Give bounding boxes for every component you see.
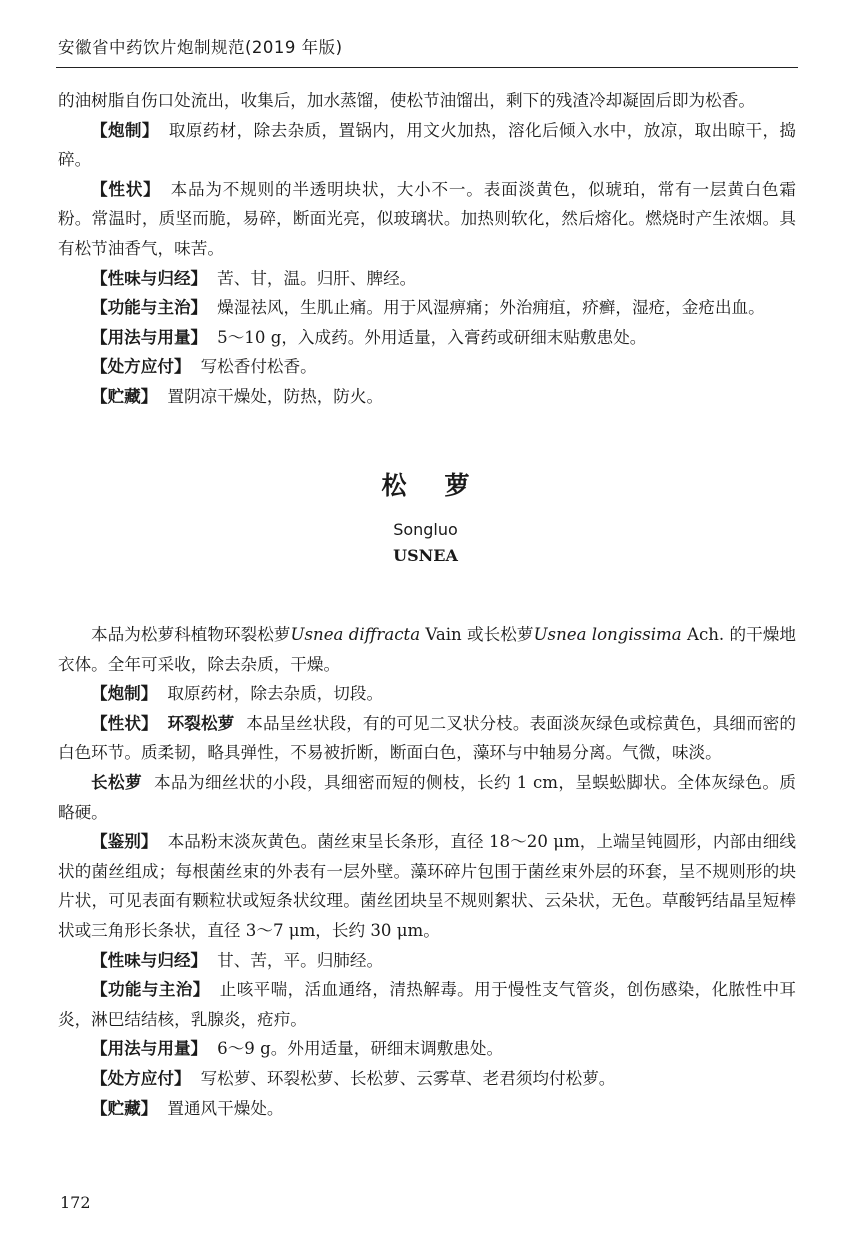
section-label: 【炮制】 xyxy=(91,684,158,704)
section-processing xyxy=(58,679,796,709)
prev-section-nature xyxy=(58,264,796,294)
intro-text: Ach. 的干燥地衣体。全年可采收，除去杂质，干燥。 xyxy=(58,625,796,674)
subsection-label: 环裂松萝 xyxy=(167,713,235,733)
section-text: 6～9 g。外用适量，研细末调敷患处。 xyxy=(217,1039,504,1059)
previous-entry-continuation xyxy=(58,86,796,412)
section-label: 【鉴别】 xyxy=(91,832,158,852)
section-label: 【功能与主治】 xyxy=(91,980,210,1000)
page-number: 172 xyxy=(60,1193,91,1212)
section-text: 本品为不规则的半透明块状，大小不一。表面淡黄色，似琥珀，常有一层黄白色霜粉。常温时，质坚而脆，易碎，断面光亮，似玻璃状。加热则软化，然后熔化。燃烧时产生浓烟。具有松节油香气，味苦。 xyxy=(58,179,797,258)
section-prescription xyxy=(58,1064,796,1094)
section-storage xyxy=(58,1094,796,1124)
section-label: 【性味与归经】 xyxy=(91,268,208,288)
section-text: 本品为细丝状的小段，具细密而短的侧枝，长约 1 cm，呈蜈蚣脚状。全体灰绿色。质略硬。 xyxy=(58,772,797,822)
entry-body xyxy=(58,620,796,1123)
section-label: 【贮藏】 xyxy=(91,386,158,406)
section-characters-2 xyxy=(58,768,796,827)
header-rule xyxy=(56,67,798,68)
prev-section-storage xyxy=(58,382,796,412)
section-text: 5～10 g，入成药。外用适量，入膏药或研细末贴敷患处。 xyxy=(217,327,647,347)
entry-title: 松萝 xyxy=(381,471,508,500)
intro-text: Vain 或长松萝 xyxy=(420,625,534,644)
section-text: 取原药材，除去杂质，置锅内，用文火加热，溶化后倾入水中，放凉，取出晾干，捣碎。 xyxy=(58,120,797,170)
prev-section-function xyxy=(58,293,796,323)
entry-latin-name: USNEA xyxy=(393,546,458,565)
entry-pinyin: Songluo xyxy=(393,520,458,539)
prev-section-prescription xyxy=(58,352,796,382)
species-name: Usnea longissima xyxy=(533,625,682,644)
prev-section-characters xyxy=(58,175,796,264)
section-usage xyxy=(58,1034,796,1064)
section-text: 燥湿祛风，生肌止痛。用于风湿痹痛；外治痈疽，疥癣，湿疮，金疮出血。 xyxy=(217,298,765,318)
section-function xyxy=(58,975,796,1034)
section-text: 止咳平喘，活血通络，清热解毒。用于慢性支气管炎，创伤感染，化脓性中耳炎，淋巴结结核，乳腺炎，疮疖。 xyxy=(58,980,797,1029)
section-label: 【炮制】 xyxy=(91,120,159,140)
entry-intro xyxy=(58,620,796,679)
section-text: 取原药材，除去杂质，切段。 xyxy=(167,684,384,704)
section-label: 【处方应付】 xyxy=(91,1068,191,1088)
section-label: 【用法与用量】 xyxy=(91,327,208,347)
intro-continued: 的油树脂自伤口处流出，收集后，加水蒸馏，使松节油馏出，剩下的残渣冷却凝固后即为松香。 xyxy=(58,91,755,110)
section-label: 【性状】 xyxy=(91,179,161,199)
species-name: Usnea diffracta xyxy=(290,625,421,644)
section-text: 写松香付松香。 xyxy=(200,357,317,377)
section-label: 【处方应付】 xyxy=(91,357,191,377)
section-label: 【功能与主治】 xyxy=(91,298,208,318)
section-characters xyxy=(58,709,796,768)
section-text: 甘、苦，平。归肺经。 xyxy=(217,950,384,970)
section-text: 本品呈丝状段，有的可见二叉状分枝。表面淡灰绿色或棕黄色，具细而密的白色环节。质柔韧，略具弹性，不易被折断，断面白色，藻环与中轴易分离。气微，味淡。 xyxy=(58,713,796,763)
prev-section-usage xyxy=(58,323,796,353)
prev-section-processing xyxy=(58,116,796,175)
intro-text: 本品为松萝科植物环裂松萝 xyxy=(91,625,291,644)
section-nature xyxy=(58,946,796,976)
section-text: 苦、甘，温。归肝、脾经。 xyxy=(217,268,417,288)
subsection-label: 长松萝 xyxy=(91,772,143,792)
section-identification xyxy=(58,827,796,945)
section-text: 写松萝、环裂松萝、长松萝、云雾草、老君须均付松萝。 xyxy=(200,1068,616,1088)
section-label: 【性状】 xyxy=(91,713,158,733)
section-label: 【贮藏】 xyxy=(91,1098,158,1118)
section-label: 【性味与归经】 xyxy=(91,950,208,970)
section-label: 【用法与用量】 xyxy=(91,1039,208,1059)
section-text: 置阴凉干燥处，防热，防火。 xyxy=(167,386,384,406)
section-text: 置通风干燥处。 xyxy=(167,1098,284,1118)
section-text: 本品粉末淡灰黄色。菌丝束呈长条形，直径 18～20 μm，上端呈钝圆形，内部由细线状的菌丝组成；每根菌丝束的外表有一层外壁。藻环碎片包围于菌丝束外层的环套，呈不规则形的块片状，可见表面有颗粒状或短条状纹理。菌丝团块呈不规则絮状、云朵状，无色。草酸钙结晶呈短棒状或三角形长条状，直径 3～7 μm，长约 30 μm。 xyxy=(58,832,797,940)
running-header: 安徽省中药饮片炮制规范(2019 年版) xyxy=(58,38,343,57)
